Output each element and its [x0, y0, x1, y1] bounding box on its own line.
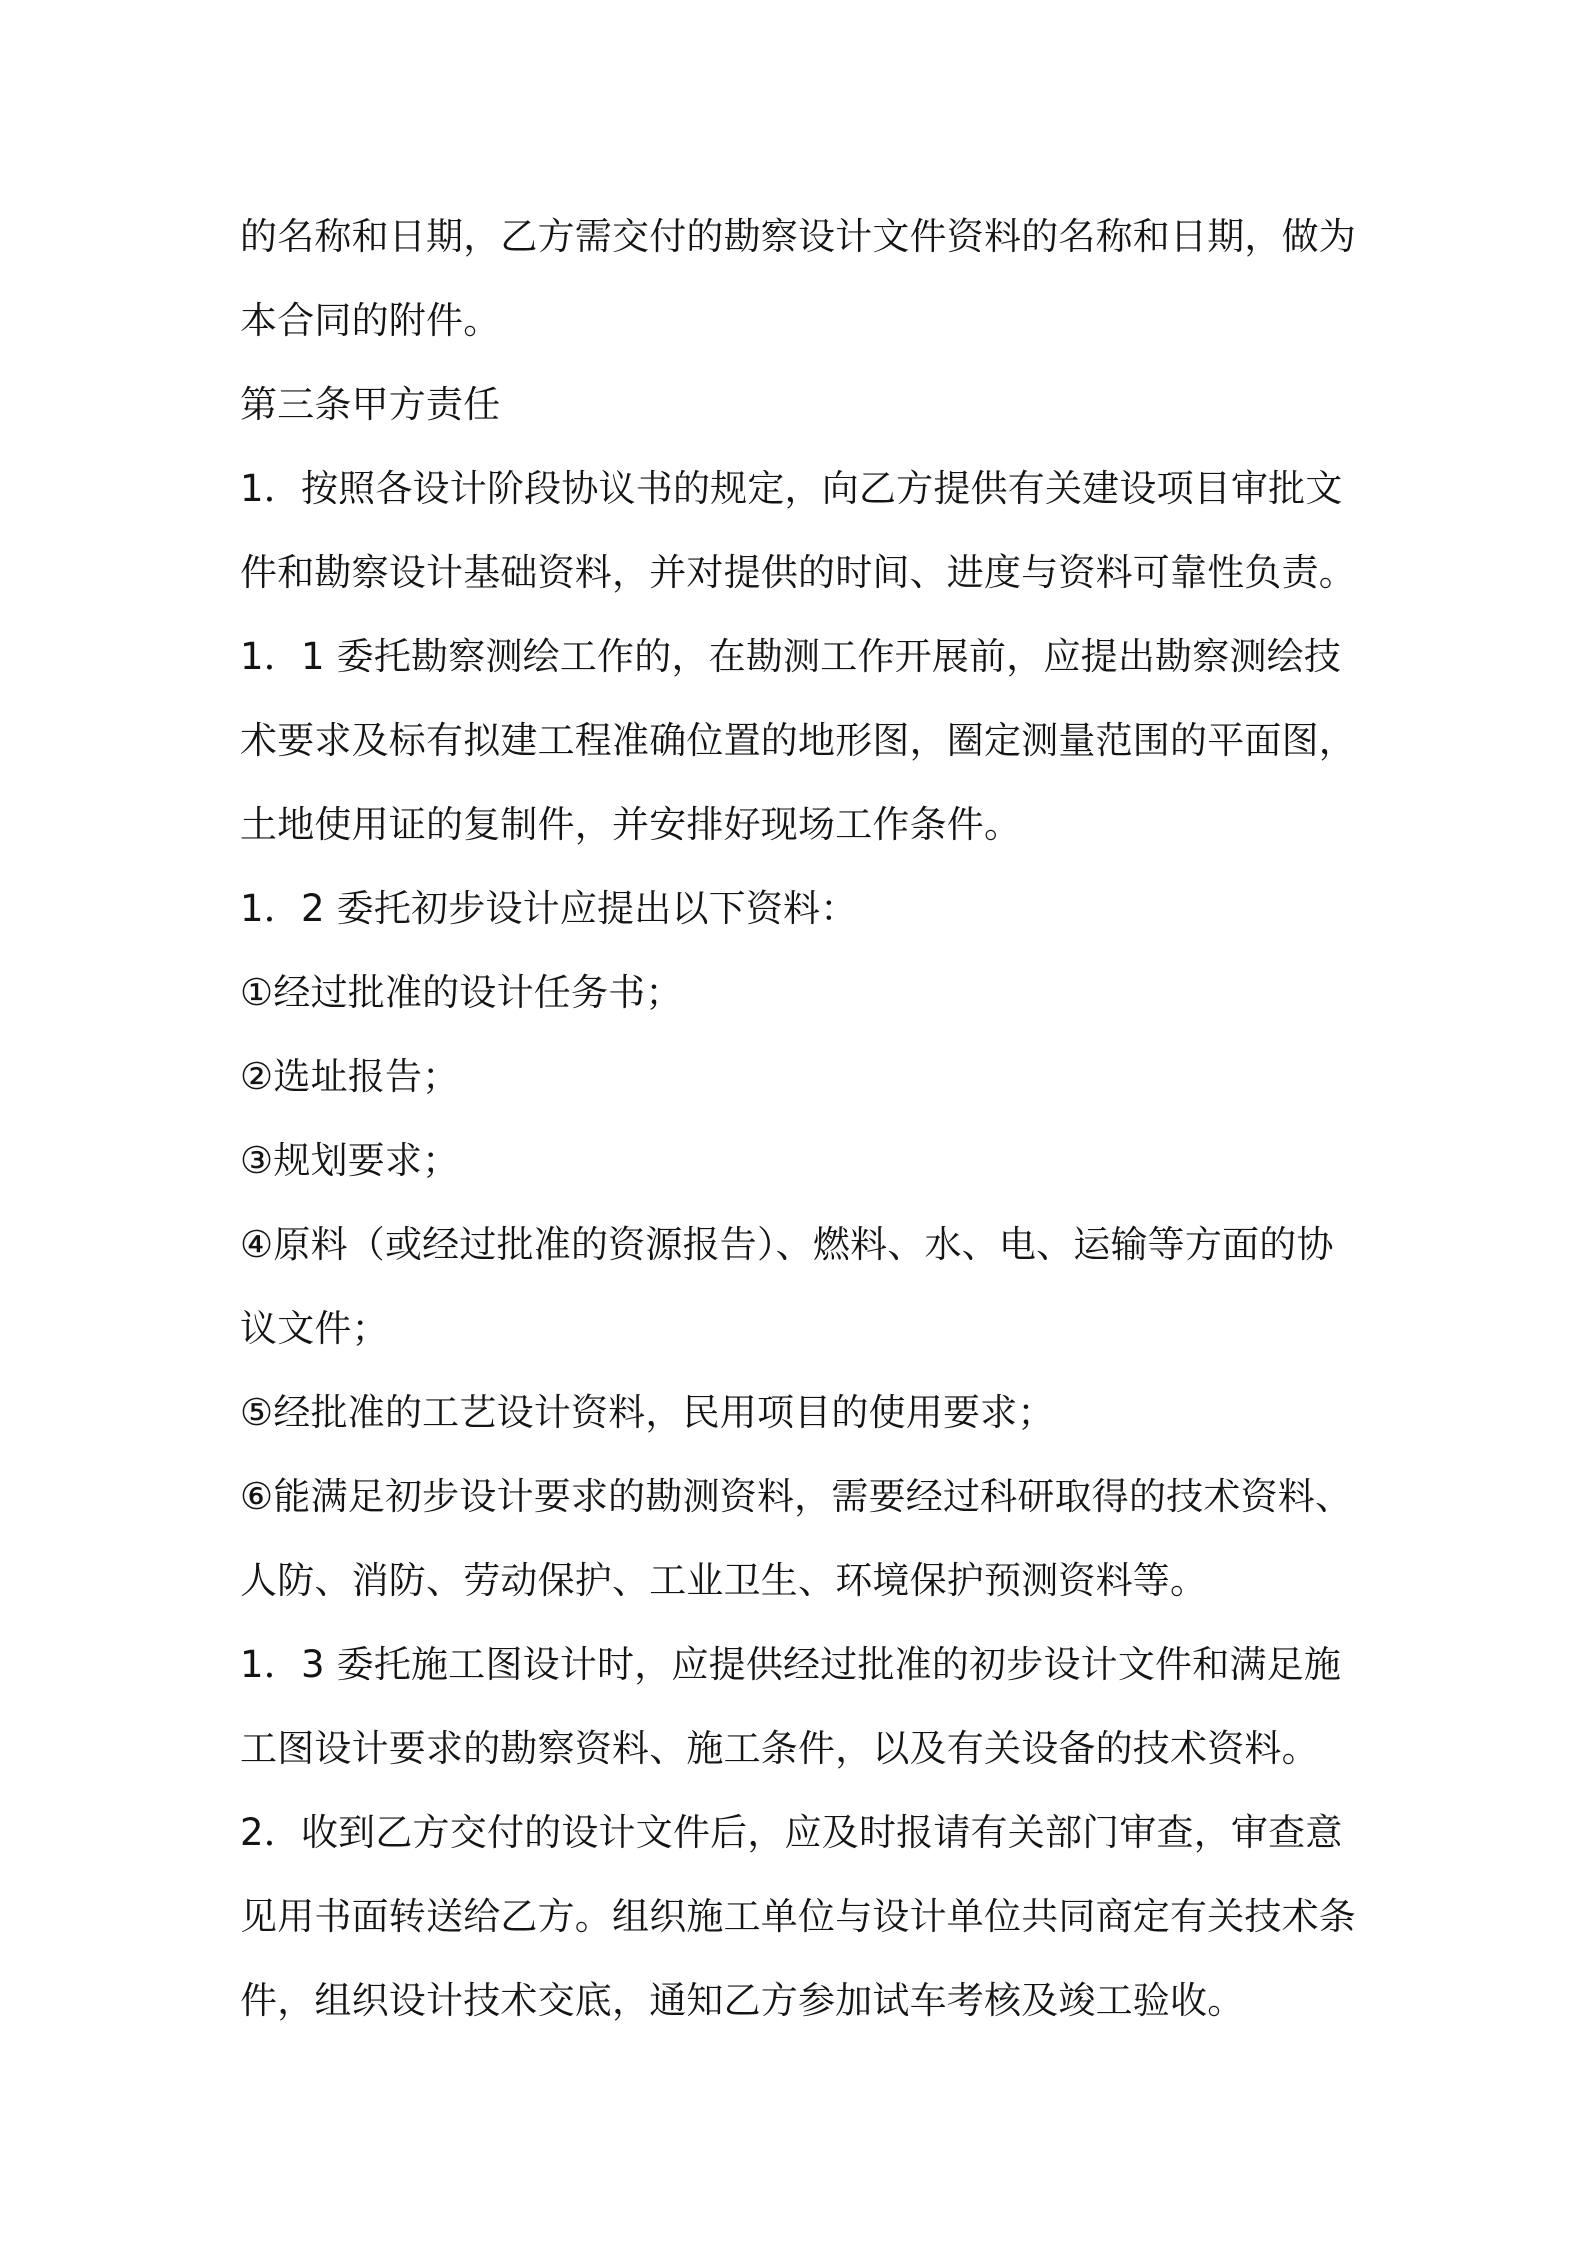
list-item: ③规划要求；: [240, 1139, 460, 1182]
text-line: 土地使用证的复制件，并安排好现场工作条件。: [240, 803, 1022, 846]
text-line: 1．1 委托勘察测绘工作的，在勘测工作开展前，应提出勘察测绘技: [240, 635, 1342, 678]
text-line: 件，组织设计技术交底，通知乙方参加试车考核及竣工验收。: [240, 1979, 1245, 2022]
text-line: 件和勘察设计基础资料，并对提供的时间、进度与资料可靠性负责。: [240, 551, 1356, 594]
text-line: 1．3 委托施工图设计时，应提供经过批准的初步设计文件和满足施: [240, 1643, 1342, 1686]
text-line: 本合同的附件。: [240, 299, 501, 342]
text-line: 见用书面转送给乙方。组织施工单位与设计单位共同商定有关技术条: [240, 1895, 1356, 1938]
list-item: ④原料（或经过批准的资源报告）、燃料、水、电、运输等方面的协: [240, 1223, 1334, 1266]
text-line: 1．按照各设计阶段协议书的规定，向乙方提供有关建设项目审批文: [240, 467, 1343, 510]
document-body: [240, 195, 1362, 2043]
list-item: ①经过批准的设计任务书；: [240, 971, 683, 1014]
text-line: 2．收到乙方交付的设计文件后，应及时报请有关部门审查，审查意: [240, 1811, 1343, 1854]
text-line: 1．2 委托初步设计应提出以下资料：: [240, 887, 858, 930]
text-line: 议文件；: [240, 1307, 389, 1350]
section-heading: 第三条甲方责任: [240, 383, 501, 426]
text-line: 术要求及标有拟建工程准确位置的地形图，圈定测量范围的平面图，: [240, 719, 1356, 762]
list-item: ⑥能满足初步设计要求的勘测资料，需要经过科研取得的技术资料、: [240, 1475, 1353, 1518]
text-line: 的名称和日期，乙方需交付的勘察设计文件资料的名称和日期，做为: [240, 215, 1356, 258]
text-line: 工图设计要求的勘察资料、施工条件，以及有关设备的技术资料。: [240, 1727, 1319, 1770]
text-line: 人防、消防、劳动保护、工业卫生、环境保护预测资料等。: [240, 1559, 1208, 1602]
list-item: ②选址报告；: [240, 1055, 460, 1098]
list-item: ⑤经批准的工艺设计资料，民用项目的使用要求；: [240, 1391, 1055, 1434]
